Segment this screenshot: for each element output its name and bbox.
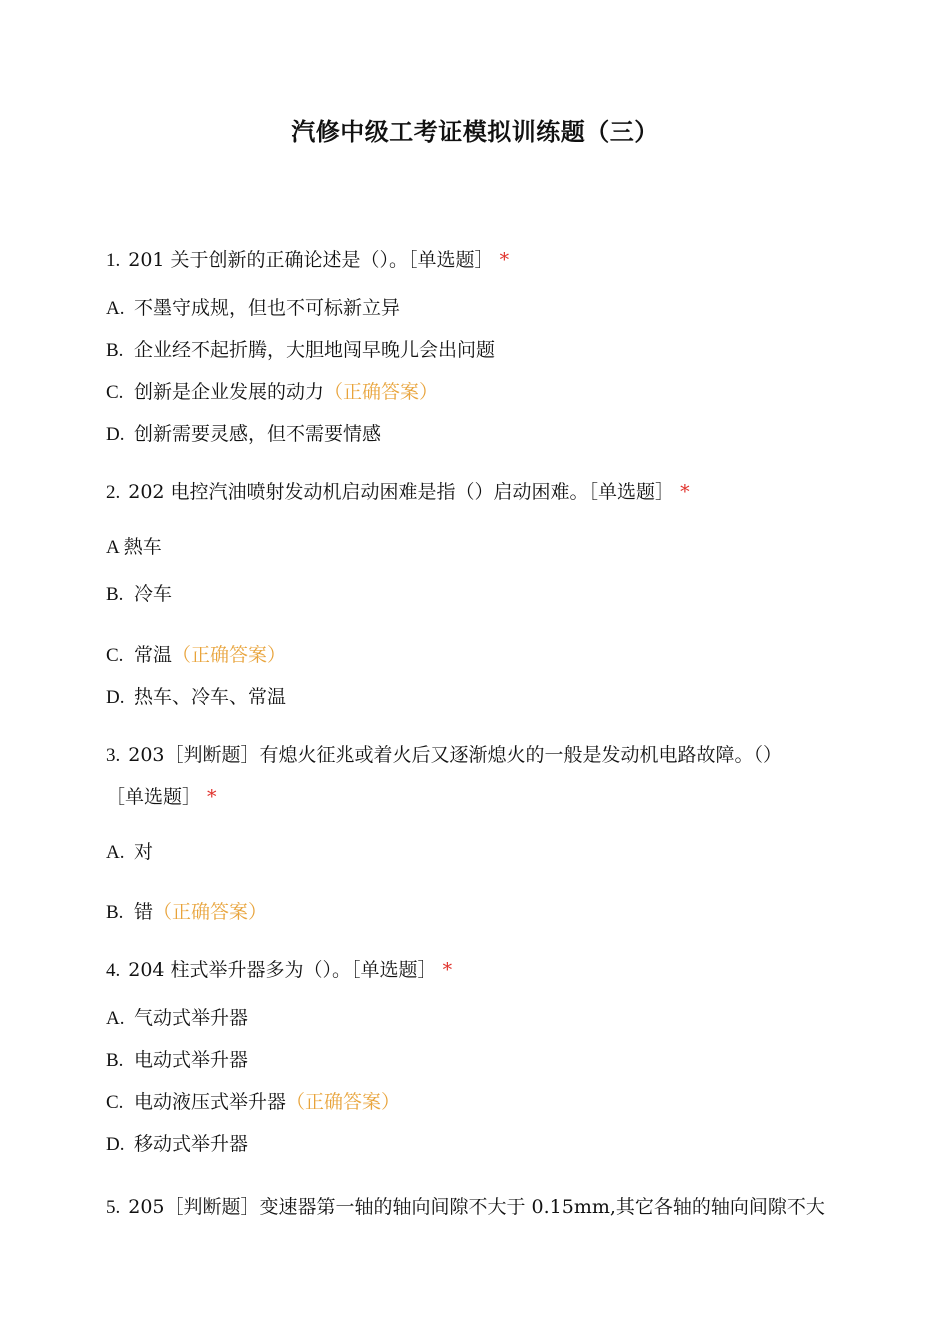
page-title: 汽修中级工考证模拟训练题（三） [291,118,659,146]
question-text: 202 电控汽油喷射发动机启动困难是指（）启动困难。［单选题］ [128,481,675,503]
option-text: 创新需要灵感，但不需要情感 [134,423,382,445]
option-letter: B. [106,584,124,605]
option-text: 热车、冷车、常温 [134,686,287,708]
option-text: 冷车 [134,583,173,605]
question-text: 201 关于创新的正确论述是（）。［单选题］ [128,249,494,271]
correct-answer-tag: （正确答案） [172,644,287,666]
question-text: 204 柱式举升器多为（）。［单选题］ [128,959,437,981]
option-letter: C. [106,1092,124,1113]
option-1c [106,378,438,407]
option-2d [106,683,286,712]
option-2b [106,580,172,609]
option-4b [106,1046,248,1075]
option-letter: C. [106,382,124,403]
required-mark: * [442,959,453,981]
option-1a [106,294,400,323]
option-letter: A. [106,842,125,863]
option-letter: B. [106,1050,124,1071]
option-4d [106,1130,248,1159]
option-4c [106,1088,400,1117]
correct-answer-tag: （正确答案） [286,1091,401,1113]
option-text: 常温 [134,644,173,666]
question-3 [106,741,782,770]
option-text: 创新是企业发展的动力 [134,381,325,403]
option-text: 不墨守成规，但也不可标新立异 [134,297,401,319]
question-text: 203［判断题］有熄火征兆或着火后又逐渐熄火的一般是发动机电路故障。（） [128,744,783,766]
question-1 [106,246,509,275]
question-type: ［单选题］ [106,786,202,808]
option-2a [106,533,162,562]
option-2c [106,641,286,670]
option-3a [106,838,153,867]
option-text: 电动式举升器 [134,1049,249,1071]
required-mark: * [207,786,217,808]
option-text: 错 [134,901,154,923]
required-mark: * [680,481,690,503]
option-4a [106,1004,248,1033]
question-5 [106,1193,825,1222]
question-3-continued [106,783,217,811]
option-text: 电动液压式举升器 [134,1091,287,1113]
question-text: 205［判断题］变速器第一轴的轴向间隙不大于 0.15mm,其它各轴的轴向间隙不大 [128,1196,825,1218]
option-text: 企业经不起折腾，大胆地闯早晚儿会出问题 [134,339,496,361]
option-letter: B. [106,340,124,361]
option-letter: D. [106,424,125,445]
question-number: 1. [106,250,121,271]
option-letter: A. [106,1008,125,1029]
question-4 [106,956,452,985]
question-2 [106,478,690,507]
question-number: 5. [106,1197,121,1218]
option-letter: C. [106,645,124,666]
question-number: 2. [106,482,121,503]
option-text: 移动式举升器 [134,1133,249,1155]
option-1b [106,336,495,365]
correct-answer-tag: （正确答案） [153,901,268,923]
correct-answer-tag: （正确答案） [324,381,439,403]
option-text: 气动式举升器 [134,1007,249,1029]
question-number: 4. [106,960,121,981]
option-letter: A [106,537,120,558]
option-letter: D. [106,1134,125,1155]
option-letter: D. [106,687,125,708]
option-text: 熱车 [123,536,162,558]
option-letter: B. [106,902,124,923]
option-1d [106,420,381,449]
option-3b [106,898,267,927]
option-letter: A. [106,298,125,319]
required-mark: * [499,249,510,271]
option-text: 对 [134,841,154,863]
question-number: 3. [106,745,121,766]
